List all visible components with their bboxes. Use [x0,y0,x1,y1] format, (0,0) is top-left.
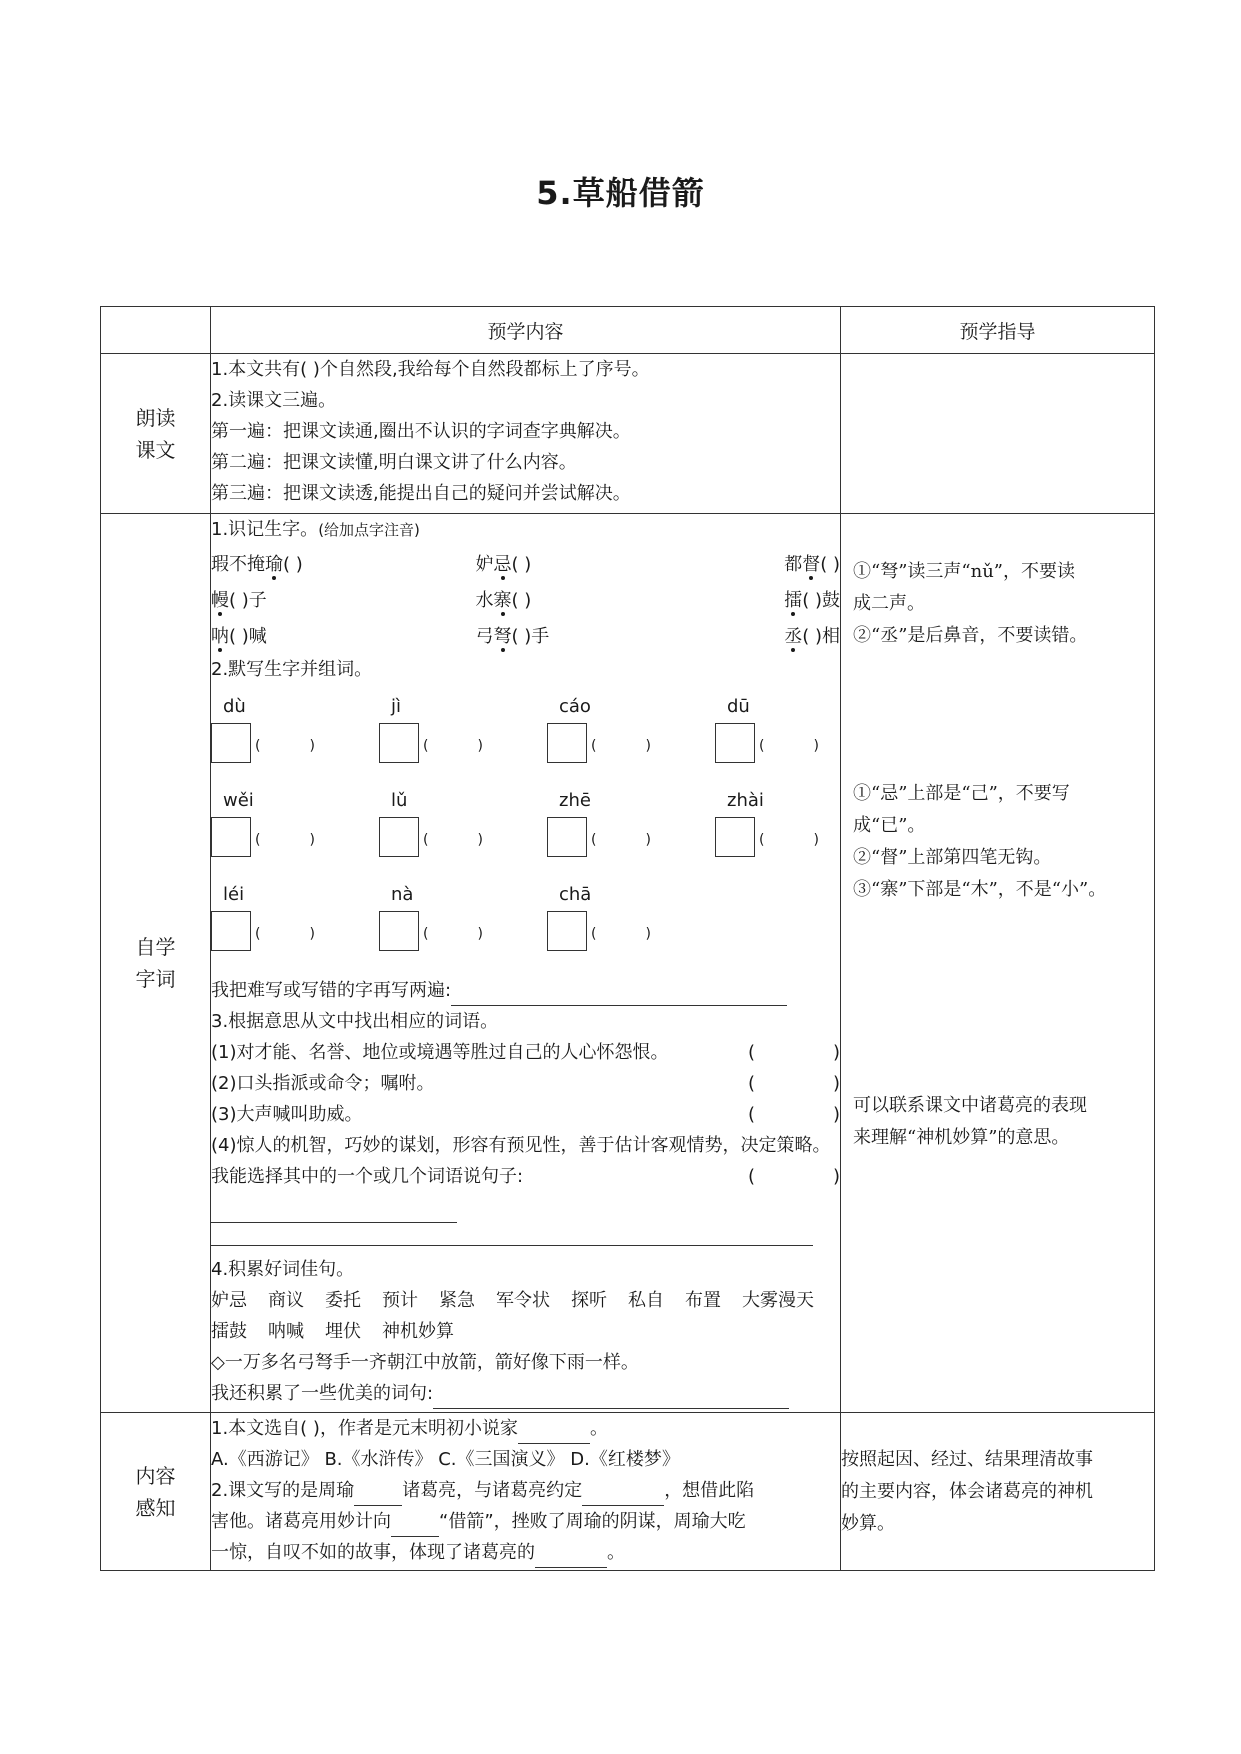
word-list [211,1285,840,1316]
options: A.《西游记》 B.《水浒传》 C.《三国演义》 D.《红楼梦》 [211,1449,680,1470]
char-item: 幔( )子 [211,589,267,611]
word: 委托 [325,1290,361,1311]
word: 紧急 [439,1290,475,1311]
word-paren[interactable]: ( ) [255,738,315,754]
line: 2.读课文三遍。 [211,390,337,411]
q3-item: (2)口头指派或命令；嘱咐。 ( ) [211,1068,840,1099]
answer-paren[interactable]: ( ) [511,589,532,611]
pinyin-item [547,691,715,781]
answer-blank[interactable] [211,1222,457,1223]
word: 探听 [571,1290,607,1311]
word: 商议 [268,1290,304,1311]
pinyin-label: wěi [223,790,254,811]
q1-rows [211,546,840,654]
answer-paren[interactable]: ( ) [511,553,532,575]
pinyin-label: chā [559,884,592,905]
write-box[interactable] [547,723,587,763]
guide-meaning: 可以联系课文中诸葛亮的表现 来理解“神机妙算”的意思。 [853,1095,1087,1148]
word: 呐喊 [268,1321,304,1342]
pinyin-item [379,785,547,875]
answer-paren[interactable]: ( ) [748,1104,840,1125]
answer-paren[interactable]: ( ) [229,589,249,611]
reading-content [211,354,841,514]
pinyin-label: lǔ [391,790,408,811]
word-paren[interactable]: ( ) [591,738,651,754]
answer-blank[interactable] [451,1005,787,1006]
q2-title: 2.默写生字并组词。 [211,659,373,680]
pinyin-item [547,785,715,875]
pinyin-item [211,785,379,875]
pinyin-item [547,879,715,969]
q3-sentence-blank[interactable] [211,1223,813,1246]
reading-guide [841,354,1155,514]
word-paren[interactable]: ( ) [591,832,651,848]
dotted-char: 呐 [211,625,229,647]
char-item: 擂( )鼓 [784,589,840,611]
answer-blank[interactable] [535,1567,607,1568]
dotted-char: 幔 [211,589,229,611]
word: 擂鼓 [211,1321,247,1342]
write-box[interactable] [211,911,251,951]
pinyin-item [211,691,379,781]
dotted-char: 弩 [493,625,512,647]
section-reading [101,354,1155,514]
dotted-char: 寨 [493,589,512,611]
header-blank [101,307,211,354]
answer-paren[interactable]: ( ) [748,1166,840,1187]
answer-paren[interactable]: ( ) [748,1073,840,1094]
char-item: 妒忌( ) [475,553,532,575]
pinyin-label: léi [223,884,245,905]
word: 军令状 [496,1290,550,1311]
write-box[interactable] [715,723,755,763]
preview-table [100,306,1155,1571]
content-guide: 按照起因、经过、结果理清故事 的主要内容，体会诸葛亮的神机 妙算。 [841,1413,1155,1571]
header-guide: 预学指导 [841,307,1155,354]
write-box[interactable] [715,817,755,857]
word-paren[interactable]: ( ) [423,926,483,942]
q3-item: (4)惊人的机智，巧妙的谋划，形容有预见性，善于估计客观情势，决定策略。 ( ) [211,1130,840,1161]
char-item: 水寨( ) [475,589,532,611]
line: 第一遍：把课文读通,圈出不认识的字词查字典解决。 [211,421,631,442]
write-box[interactable] [211,817,251,857]
answer-paren[interactable]: ( ) [511,625,532,647]
guide-writing: ①“忌”上部是“己”，不要写 成“已”。 ②“督”上部第四笔无钩。 ③“寨”下部是“木”，不是“小”。 [853,783,1107,900]
char-item: 呐( )喊 [211,625,267,647]
pinyin-label: zhài [727,790,764,811]
dotted-char: 督 [802,553,821,575]
header-row [101,307,1155,354]
answer-paren[interactable]: ( ) [283,553,303,575]
pinyin-item [211,879,379,969]
q1-row [211,546,840,582]
write-box[interactable] [379,911,419,951]
char-item: 弓弩( )手 [475,625,550,647]
header-content: 预学内容 [211,307,841,354]
pinyin-label: dù [223,696,246,717]
pinyin-label: dū [727,696,750,717]
word: 埋伏 [325,1321,361,1342]
dotted-char: 忌 [493,553,512,575]
q1-row [211,582,840,618]
q1-title: 1.识记生字。(给加点字注音) [211,519,420,540]
section-vocab [101,514,1155,1413]
answer-paren[interactable]: ( ) [802,625,822,647]
word-paren[interactable]: ( ) [423,832,483,848]
word-paren[interactable]: ( ) [759,738,819,754]
word: 私自 [628,1290,664,1311]
q3-sentence-line: 我能选择其中的一个或几个词语说句子: [211,1161,840,1223]
word: 神机妙算 [382,1321,454,1342]
vocab-content [211,514,841,1413]
section-content [101,1413,1155,1571]
pinyin-label: nà [391,884,414,905]
write-box[interactable] [547,817,587,857]
guide-pronunciation: ①“弩”读三声“nǔ”，不要读 成二声。 ②“丞”是后鼻音，不要读错。 [853,561,1088,646]
write-box[interactable] [379,723,419,763]
word-list [211,1316,840,1347]
answer-blank[interactable] [433,1408,789,1409]
q3-item: (1)对才能、名誉、地位或境遇等胜过自己的人心怀怨恨。 ( ) [211,1037,840,1068]
word-paren[interactable]: ( ) [591,926,651,942]
section-label: 自学 字词 [101,514,211,1413]
word-paren[interactable]: ( ) [423,738,483,754]
pinyin-item [379,879,547,969]
dotted-char: 瑜 [265,553,283,575]
content-perception: 1.本文选自( )，作者是元末明初小说家 。 A.《西游记》 B.《水浒传》 C.《三国演义》 D.《红楼梦》 2.课文写的是周瑜 诸葛亮，与诸葛亮约定 ，想借此陷 害他。诸葛亮用妙计向 “借箭”，挫败了周瑜的阴谋，周瑜大吃 一惊，自叹不如的故事，体现了诸葛亮的 。 [211,1413,841,1571]
word: 预计 [382,1290,418,1311]
dotted-char: 擂 [784,589,803,611]
dotted-char: 丞 [784,625,803,647]
word: 大雾漫天 [742,1290,814,1311]
vocab-guide [841,514,1155,1413]
word-paren[interactable]: ( ) [255,926,315,942]
pinyin-item [379,691,547,781]
word-paren[interactable]: ( ) [759,832,819,848]
write-box[interactable] [379,817,419,857]
section-label: 朗读 课文 [101,354,211,514]
q3-title: 3.根据意思从文中找出相应的词语。 [211,1011,499,1032]
word: 布置 [685,1290,721,1311]
good-sentence: ◇一万多名弓弩手一齐朝江中放箭，箭好像下雨一样。 [211,1352,639,1373]
answer-paren[interactable]: ( ) [820,553,840,575]
q3-item: (3)大声喊叫助威。 ( ) [211,1099,840,1130]
more-line: 我还积累了一些优美的词句: [211,1378,840,1409]
answer-paren[interactable]: ( ) [802,589,822,611]
line: 第二遍：把课文读懂,明白课文讲了什么内容。 [211,452,577,473]
write-box[interactable] [211,723,251,763]
line: 1.本文共有( )个自然段,我给每个自然段都标上了序号。 [211,359,650,380]
pinyin-label: cáo [559,696,591,717]
char-item: 都督( ) [784,553,840,575]
q1-row [211,618,840,654]
pinyin-label: zhē [559,790,591,811]
pinyin-label: jì [391,696,402,717]
pinyin-grid [211,691,840,969]
answer-paren[interactable]: ( ) [748,1042,840,1063]
word: 妒忌 [211,1290,247,1311]
page-title: 5.草船借箭 [536,174,705,212]
line: 第三遍：把课文读透,能提出自己的疑问并尝试解决。 [211,483,631,504]
q4-title: 4.积累好词佳句。 [211,1259,355,1280]
rewrite-line: 我把难写或写错的字再写两遍: [211,975,840,1006]
write-box[interactable] [547,911,587,951]
char-item: 丞( )相 [784,625,840,647]
section-label: 内容 感知 [101,1413,211,1571]
char-item: 瑕不掩瑜( ) [211,553,303,575]
word-paren[interactable]: ( ) [255,832,315,848]
answer-paren[interactable]: ( ) [229,625,249,647]
